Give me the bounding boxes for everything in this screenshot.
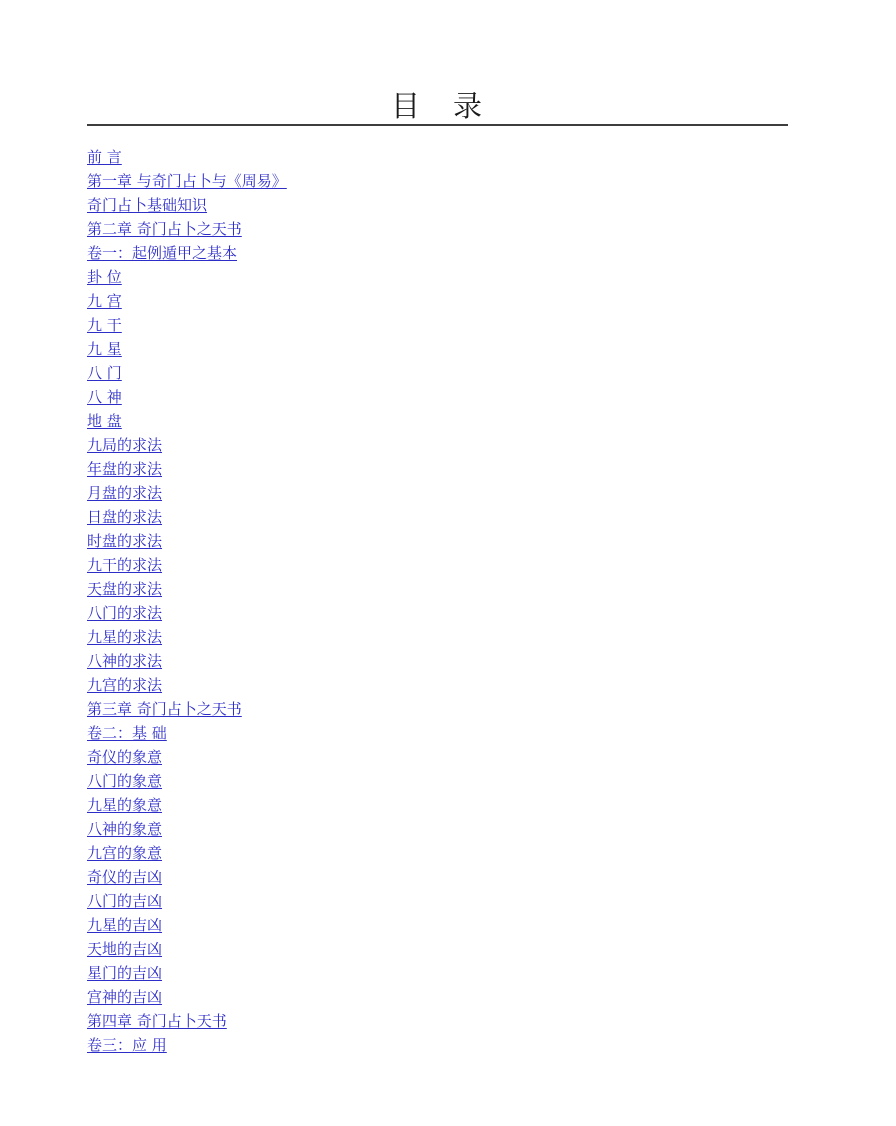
toc-row xyxy=(87,145,788,169)
toc-link[interactable]: 九星的象意 xyxy=(87,796,163,814)
toc-link[interactable]: 前 言 xyxy=(87,148,122,166)
toc-row xyxy=(87,697,788,721)
toc-row xyxy=(87,361,788,385)
toc-row xyxy=(87,961,788,985)
toc-link[interactable]: 星门的吉凶 xyxy=(87,964,163,982)
toc-link[interactable]: 卷一：起例遁甲之基本 xyxy=(87,244,238,262)
toc-link[interactable]: 八 神 xyxy=(87,388,122,406)
toc-link[interactable]: 九 星 xyxy=(87,340,122,358)
toc-row xyxy=(87,553,788,577)
toc-row xyxy=(87,649,788,673)
toc-link[interactable]: 时盘的求法 xyxy=(87,532,163,550)
toc-link[interactable]: 八 门 xyxy=(87,364,122,382)
toc-row xyxy=(87,241,788,265)
toc-link[interactable]: 卦 位 xyxy=(87,268,122,286)
toc-link[interactable]: 日盘的求法 xyxy=(87,508,163,526)
toc-row xyxy=(87,337,788,361)
toc-link[interactable]: 九宫的象意 xyxy=(87,844,163,862)
toc-row xyxy=(87,289,788,313)
toc-link[interactable]: 第一章 与奇门占卜与《周易》 xyxy=(87,172,287,190)
toc-row xyxy=(87,793,788,817)
toc-link[interactable]: 九 干 xyxy=(87,316,122,334)
toc-link[interactable]: 九星的求法 xyxy=(87,628,163,646)
toc-link[interactable]: 九 宫 xyxy=(87,292,122,310)
toc-link[interactable]: 奇仪的吉凶 xyxy=(87,868,163,886)
toc-row xyxy=(87,433,788,457)
toc-link[interactable]: 第二章 奇门占卜之天书 xyxy=(87,220,242,238)
toc-link[interactable]: 地 盘 xyxy=(87,412,122,430)
toc-row xyxy=(87,1033,788,1057)
toc-link[interactable]: 八门的象意 xyxy=(87,772,163,790)
toc-link[interactable]: 九星的吉凶 xyxy=(87,916,163,934)
toc-row xyxy=(87,625,788,649)
toc-link[interactable]: 第三章 奇门占卜之天书 xyxy=(87,700,242,718)
toc-link[interactable]: 第四章 奇门占卜天书 xyxy=(87,1012,227,1030)
toc-link[interactable]: 八门的求法 xyxy=(87,604,163,622)
toc-row xyxy=(87,1009,788,1033)
toc-link[interactable]: 卷三：应 用 xyxy=(87,1036,167,1054)
toc-row xyxy=(87,481,788,505)
toc-row xyxy=(87,505,788,529)
toc-link[interactable]: 九干的求法 xyxy=(87,556,163,574)
toc-link[interactable]: 奇仪的象意 xyxy=(87,748,163,766)
toc-link[interactable]: 天盘的求法 xyxy=(87,580,163,598)
toc-link[interactable]: 奇门占卜基础知识 xyxy=(87,196,208,214)
toc-row xyxy=(87,313,788,337)
toc-row xyxy=(87,721,788,745)
toc-row xyxy=(87,673,788,697)
toc-row xyxy=(87,409,788,433)
toc-link[interactable]: 宫神的吉凶 xyxy=(87,988,163,1006)
toc-row xyxy=(87,985,788,1009)
toc-link[interactable]: 九局的求法 xyxy=(87,436,163,454)
toc-row xyxy=(87,265,788,289)
toc-link[interactable]: 天地的吉凶 xyxy=(87,940,163,958)
toc-row xyxy=(87,385,788,409)
toc-row xyxy=(87,217,788,241)
toc-row xyxy=(87,937,788,961)
toc-row xyxy=(87,457,788,481)
title-rule xyxy=(87,124,788,126)
document-page xyxy=(87,0,788,1057)
toc-list xyxy=(87,145,788,1057)
toc-row xyxy=(87,913,788,937)
toc-link[interactable]: 月盘的求法 xyxy=(87,484,163,502)
toc-row xyxy=(87,817,788,841)
toc-link[interactable]: 年盘的求法 xyxy=(87,460,163,478)
toc-row xyxy=(87,193,788,217)
toc-row xyxy=(87,769,788,793)
toc-row xyxy=(87,745,788,769)
toc-row xyxy=(87,841,788,865)
toc-row xyxy=(87,577,788,601)
toc-row xyxy=(87,865,788,889)
toc-link[interactable]: 八神的求法 xyxy=(87,652,163,670)
toc-row xyxy=(87,169,788,193)
toc-row xyxy=(87,529,788,553)
toc-link[interactable]: 八门的吉凶 xyxy=(87,892,163,910)
toc-row xyxy=(87,601,788,625)
toc-title: 目 录 xyxy=(390,89,484,123)
toc-link[interactable]: 卷二：基 础 xyxy=(87,724,167,742)
toc-link[interactable]: 九宫的求法 xyxy=(87,676,163,694)
toc-row xyxy=(87,889,788,913)
toc-link[interactable]: 八神的象意 xyxy=(87,820,163,838)
